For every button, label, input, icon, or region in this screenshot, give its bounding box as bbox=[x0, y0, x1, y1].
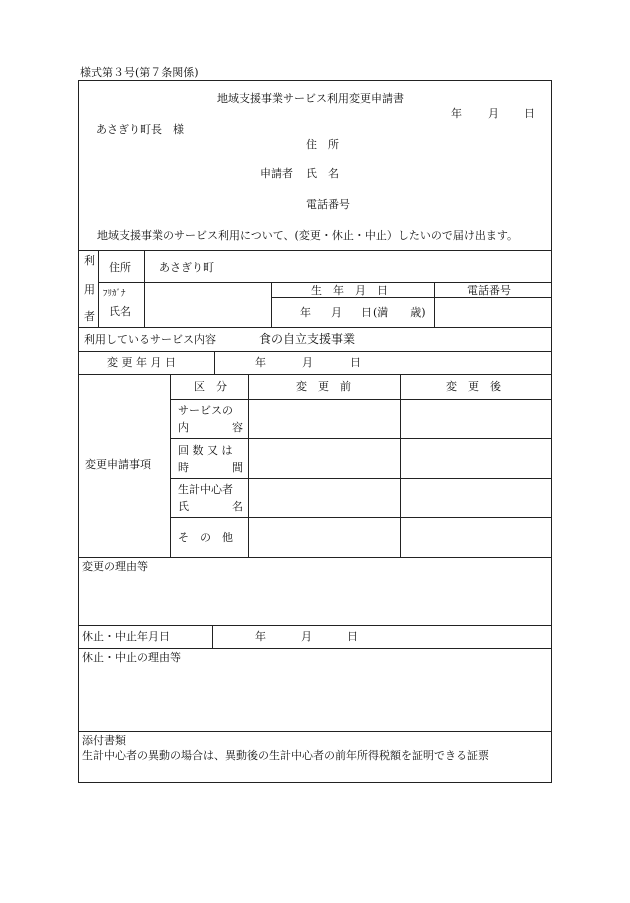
form-frame bbox=[78, 80, 552, 783]
user-address-value: あさぎり町 bbox=[159, 261, 214, 274]
attachments-label: 添付書類 bbox=[82, 734, 126, 747]
birth-year-label: 年 bbox=[300, 306, 311, 319]
row-label-line2b: 名 bbox=[232, 500, 243, 513]
service-label: 利用しているサービス内容 bbox=[84, 333, 216, 346]
user-phone-header: 電話番号 bbox=[467, 284, 511, 297]
applicant-label: 申請者 bbox=[260, 167, 293, 180]
applicant-address-label: 住 所 bbox=[306, 138, 339, 151]
row-label-line1: 回 数 又 は bbox=[178, 444, 233, 457]
col-category-header: 区 分 bbox=[194, 380, 227, 393]
suspend-date-label: 休止・中止年月日 bbox=[82, 630, 170, 643]
attachments-text: 生計中心者の異動の場合は、異動後の生計中心者の前年所得税額を証明できる証票 bbox=[82, 749, 489, 762]
change-date-label: 変 更 年 月 日 bbox=[107, 356, 176, 369]
col-before-header: 変 更 前 bbox=[296, 380, 351, 393]
user-label-char-1: 利 bbox=[84, 254, 95, 267]
row-label-line1: そ の 他 bbox=[178, 531, 233, 544]
age-label: (満 歳) bbox=[373, 306, 426, 319]
addressee: あさぎり町長 様 bbox=[96, 123, 184, 136]
date-month-label: 月 bbox=[488, 107, 499, 120]
birth-month-label: 月 bbox=[331, 306, 342, 319]
form-title: 地域支援事業サービス利用変更申請書 bbox=[217, 92, 404, 105]
change-month-label: 月 bbox=[302, 356, 313, 369]
row-label-line2a: 氏 bbox=[178, 500, 189, 513]
row-label-line2b: 容 bbox=[232, 421, 243, 434]
change-reason-label: 変更の理由等 bbox=[82, 560, 148, 573]
suspend-year-label: 年 bbox=[255, 630, 266, 643]
birthdate-header: 生 年 月 日 bbox=[311, 284, 388, 297]
statement: 地域支援事業のサービス利用について、(変更・休止・中止）したいので届け出ます。 bbox=[97, 229, 518, 242]
row-label-line2a: 時 bbox=[178, 461, 189, 474]
suspend-reason-label: 休止・中止の理由等 bbox=[82, 651, 181, 664]
row-label-line1: サービスの bbox=[178, 404, 233, 417]
row-label-line2a: 内 bbox=[178, 421, 189, 434]
birth-day-label: 日 bbox=[361, 306, 372, 319]
row-label-line2b: 間 bbox=[232, 461, 243, 474]
user-label-char-2: 用 bbox=[84, 283, 95, 296]
applicant-phone-label: 電話番号 bbox=[306, 198, 350, 211]
suspend-day-label: 日 bbox=[347, 630, 358, 643]
row-label-line1: 生計中心者 bbox=[178, 483, 233, 496]
furigana-label: ﾌﾘｶﾞﾅ bbox=[103, 289, 126, 299]
user-name-label: 氏名 bbox=[109, 305, 131, 318]
suspend-month-label: 月 bbox=[301, 630, 312, 643]
user-label-char-3: 者 bbox=[84, 310, 95, 323]
change-items-label: 変更申請事項 bbox=[85, 458, 151, 471]
date-day-label: 日 bbox=[524, 107, 535, 120]
change-day-label: 日 bbox=[350, 356, 361, 369]
date-year-label: 年 bbox=[451, 107, 462, 120]
service-value: 食の自立支援事業 bbox=[259, 332, 356, 346]
applicant-name-label: 氏 名 bbox=[306, 167, 339, 180]
col-after-header: 変 更 後 bbox=[446, 380, 501, 393]
user-address-label: 住所 bbox=[109, 261, 131, 274]
change-year-label: 年 bbox=[255, 356, 266, 369]
form-number: 様式第３号(第７条関係) bbox=[80, 66, 199, 79]
